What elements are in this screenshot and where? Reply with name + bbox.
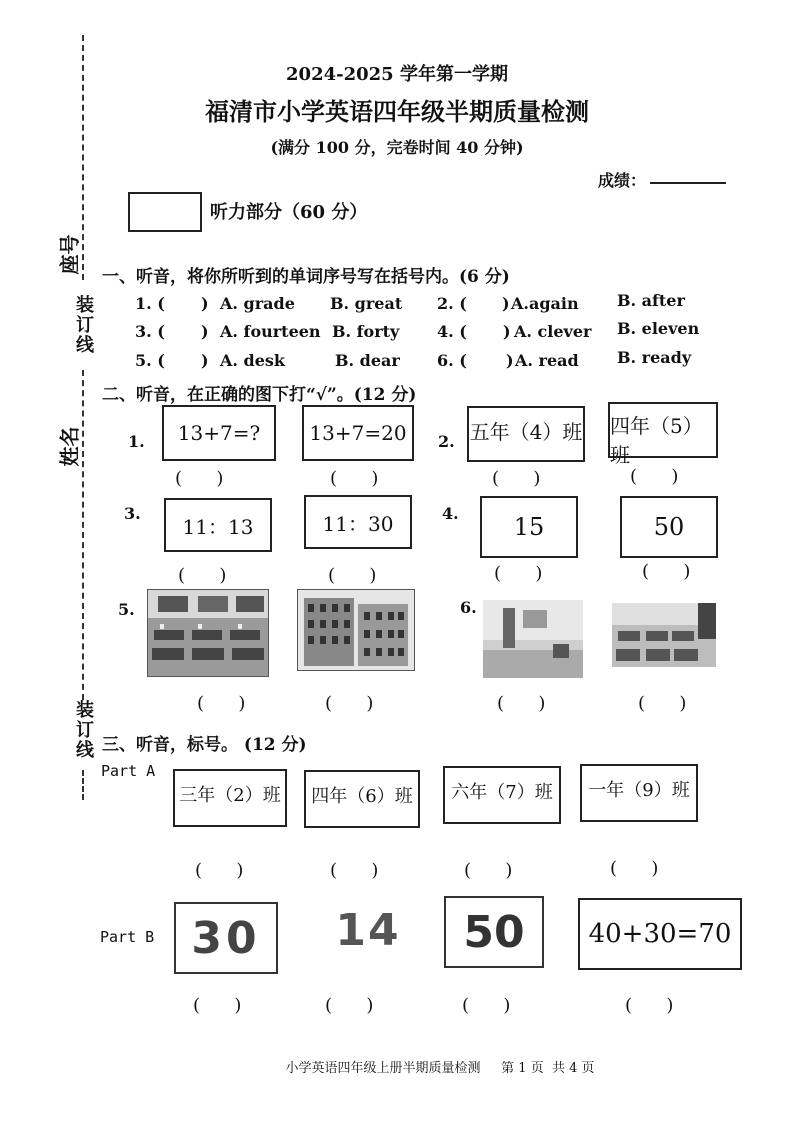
- q1-option-b: B. great: [330, 294, 403, 313]
- s3-card-30: 30: [174, 902, 278, 974]
- s2-answer-5b[interactable]: ( ): [325, 693, 374, 714]
- s2-box-time-1130: 11：30: [304, 495, 412, 549]
- q2-option-b: B. after: [617, 291, 685, 310]
- q4-option-b: B. eleven: [617, 319, 700, 338]
- s2-label-6: 6.: [460, 598, 477, 617]
- s3-card-14: 14: [335, 905, 401, 956]
- q6-num: 6. (: [437, 351, 467, 370]
- s2-answer-2a[interactable]: ( ): [492, 468, 541, 489]
- q3-close[interactable]: ): [201, 322, 209, 341]
- s3-box-grade6-class7: 六年（7）班: [443, 766, 561, 824]
- s2-answer-3b[interactable]: ( ): [328, 565, 377, 586]
- q5-close[interactable]: ): [201, 351, 209, 370]
- s2-answer-3a[interactable]: ( ): [178, 565, 227, 586]
- q4-option-a: A. clever: [514, 322, 592, 341]
- s3a-answer-1[interactable]: ( ): [195, 860, 244, 881]
- q2-close[interactable]: ): [502, 294, 510, 313]
- s2-box-time-1113: 11：13: [164, 498, 272, 552]
- score-label: 成绩：: [598, 171, 647, 190]
- s2-answer-4a[interactable]: ( ): [494, 563, 543, 584]
- s3-card-50: 50: [444, 896, 544, 968]
- s2-photo-classroom-1: [147, 589, 269, 677]
- page-title: 福清市小学英语四年级半期质量检测: [205, 97, 589, 126]
- q4-close[interactable]: ): [503, 322, 511, 341]
- score-blank[interactable]: [650, 182, 726, 184]
- s2-answer-1a[interactable]: ( ): [175, 468, 224, 489]
- s2-box-grade5-class4: 五年（4）班: [467, 406, 585, 462]
- s2-label-2: 2.: [438, 432, 455, 451]
- q1-num: 1. (: [135, 294, 165, 313]
- part-b-label: Part B: [100, 928, 155, 946]
- q1-option-a: A. grade: [220, 294, 295, 313]
- classroom-desks-image: [612, 603, 716, 667]
- q2-option-a: A.again: [511, 294, 579, 313]
- binding-label-top: 装订线: [73, 295, 94, 355]
- q5-option-b: B. dear: [335, 351, 400, 370]
- binding-label-bottom: 装订线: [73, 700, 94, 760]
- s3b-answer-2[interactable]: ( ): [325, 995, 374, 1016]
- s2-answer-6a[interactable]: ( ): [497, 693, 546, 714]
- q3-option-a: A. fourteen: [220, 322, 321, 341]
- s2-answer-6b[interactable]: ( ): [638, 693, 687, 714]
- s3-box-grade3-class2: 三年（2）班: [173, 769, 287, 827]
- s2-answer-4b[interactable]: ( ): [642, 561, 691, 582]
- year-term: 2024-2025 学年第一学期: [286, 64, 508, 85]
- s3a-answer-4[interactable]: ( ): [610, 858, 659, 879]
- q5-num: 5. (: [135, 351, 165, 370]
- s2-label-5: 5.: [118, 600, 135, 619]
- s2-box-grade4-class5: 四年（5）班: [608, 402, 718, 458]
- s3b-answer-1[interactable]: ( ): [193, 995, 242, 1016]
- s2-answer-1b[interactable]: ( ): [330, 468, 379, 489]
- s3-card-equation: 40+30=70: [578, 898, 742, 970]
- s3b-answer-4[interactable]: ( ): [625, 995, 674, 1016]
- part-a-label: Part A: [101, 762, 156, 780]
- s3-box-grade1-class9: 一年（9）班: [580, 764, 698, 822]
- q4-num: 4. (: [437, 322, 467, 341]
- s2-photo-room: [483, 600, 583, 678]
- s3-box-grade4-class6: 四年（6）班: [304, 770, 420, 828]
- q3-num: 3. (: [135, 322, 165, 341]
- s2-label-3: 3.: [124, 504, 141, 523]
- s2-box-13plus7-question: 13+7=?: [162, 405, 276, 461]
- s2-answer-5a[interactable]: ( ): [197, 693, 246, 714]
- section3-title: 三、听音，标号。 (12 分): [102, 735, 307, 755]
- s2-box-13plus7-20: 13+7=20: [302, 405, 414, 461]
- s2-answer-2b[interactable]: ( ): [630, 466, 679, 487]
- q6-option-a: A. read: [515, 351, 579, 370]
- s2-box-50: 50: [620, 496, 718, 558]
- s2-photo-classroom-2: [612, 603, 716, 667]
- q6-option-b: B. ready: [617, 348, 692, 367]
- s2-photo-building: [297, 589, 415, 671]
- q2-num: 2. (: [437, 294, 467, 313]
- room-image: [483, 600, 583, 678]
- listening-score-box[interactable]: [128, 192, 202, 232]
- binding-line-mid: [82, 370, 84, 700]
- q1-close[interactable]: ): [201, 294, 209, 313]
- s2-label-4: 4.: [442, 504, 459, 523]
- building-image: [298, 590, 414, 670]
- s3a-answer-2[interactable]: ( ): [330, 860, 379, 881]
- name-label: 姓名: [57, 426, 82, 467]
- s2-box-15: 15: [480, 496, 578, 558]
- listening-title: 听力部分（60 分）: [210, 202, 368, 223]
- seat-label: 座号: [57, 234, 82, 275]
- section1-title: 一、听音，将你所听到的单词序号写在括号内。(6 分): [102, 267, 510, 287]
- q5-option-a: A. desk: [220, 351, 286, 370]
- subtitle: (满分 100 分，完卷时间 40 分钟): [270, 138, 524, 157]
- s3a-answer-3[interactable]: ( ): [464, 860, 513, 881]
- q3-option-b: B. forty: [332, 322, 400, 341]
- section2-title: 二、听音，在正确的图下打“√”。(12 分): [102, 385, 417, 405]
- q6-close[interactable]: ): [506, 351, 514, 370]
- s2-label-1: 1.: [128, 432, 145, 451]
- page-footer: 小学英语四年级上册半期质量检测 第 1 页 共 4 页: [285, 1061, 595, 1076]
- s3b-answer-3[interactable]: ( ): [462, 995, 511, 1016]
- binding-line-bottom: [82, 770, 84, 800]
- classroom-image: [148, 590, 268, 676]
